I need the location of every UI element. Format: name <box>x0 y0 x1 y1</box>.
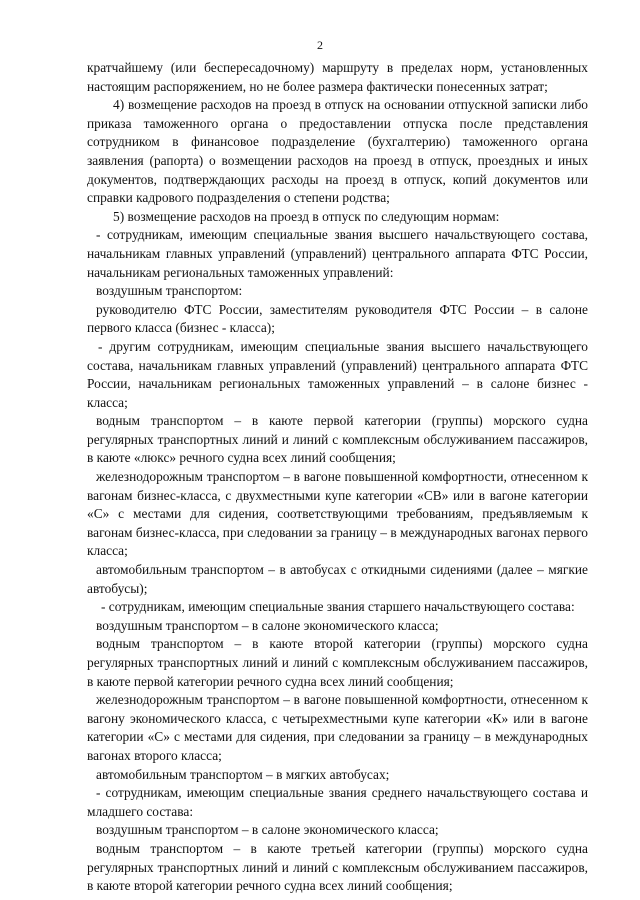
paragraph-senior-staff: - сотрудникам, имеющим специальные звания старшего начальствующего состава: <box>101 599 575 615</box>
page-number: 2 <box>317 38 323 52</box>
paragraph-air-transport-2: воздушным транспортом – в салоне экономического класса; <box>96 617 439 633</box>
paragraph-road-transport-1: автомобильным транспортом – в автобусах с откидными сидениями (далее – мягкие автобусы); <box>87 562 588 596</box>
paragraph-fts-leadership-air: руководителю ФТС России, заместителям руководителя ФТС России – в салоне первого класса (бизнес - класса); <box>87 301 588 336</box>
paragraph-rail-transport-2: железнодорожным транспортом – в вагоне повышенной комфортности, отнесенном к вагону экономического класса, с четырехместными купе категории «К» или в вагоне категории «С» с местами для сидения, при следовании за границу – в международных вагонах второго класса; <box>87 692 588 763</box>
paragraph-air-transport-heading: воздушным транспортом: <box>96 283 243 299</box>
paragraph-water-transport-1: водным транспортом – в каюте первой категории (группы) морского судна регулярных транспортных линий и линий с комплексным обслуживанием пассажиров, в каюте «люкс» речного судна всех линий сообщения; <box>87 413 588 466</box>
paragraph-item-5: 5) возмещение расходов на проезд в отпуск по следующим нормам: <box>113 208 500 224</box>
paragraph-continuation: кратчайшему (или беспересадочному) маршруту в пределах норм, установленных настоящим распоряжением, но не более размера фактически понесенных затрат; <box>87 60 588 94</box>
document-body <box>87 59 588 896</box>
paragraph-item-4: 4) возмещение расходов на проезд в отпуск на основании отпускной записки либо приказа таможенного органа о предоставлении отпуска после представления сотрудником в финансовое подразделение (бухгалтерию) таможенного органа заявления (рапорта) о возмещении расходов на проезд в отпуск, проездных и иных документов, подтверждающих расходы на проезд в отпуск, копий документов или справки кадрового подразделения о степени родства; <box>87 97 588 206</box>
paragraph-other-senior-staff: - другим сотрудникам, имеющим специальные звания высшего начальствующего состава, начальникам главных управлений (управлений) центрального аппарата ФТС России, начальникам региональных таможенных управлений – в салоне бизнес - класса; <box>87 338 588 410</box>
paragraph-senior-command-staff: - сотрудникам, имеющим специальные звания высшего начальствующего состава, начальникам главных управлений (управлений) центрального аппарата ФТС России, начальникам региональных таможенных управлений: <box>87 227 588 280</box>
paragraph-road-transport-2: автомобильным транспортом – в мягких автобусах; <box>96 766 390 782</box>
paragraph-rail-transport-1: железнодорожным транспортом – в вагоне повышенной комфортности, отнесенном к вагонам бизнес-класса, с двухместными купе категории «СВ» или в вагоне категории «С» с местами для сидения, соответствующими требованиям, предъявляемым к вагонам бизнес-класса, при следовании за границу – в международных вагонах первого класса; <box>87 469 588 559</box>
paragraph-water-transport-3: водным транспортом – в каюте третьей категории (группы) морского судна регулярных транспортных линий и линий с комплексным обслуживанием пассажиров, в каюте второй категории речного судна всех линий сообщения; <box>87 840 588 894</box>
paragraph-air-transport-3: воздушным транспортом – в салоне экономического класса; <box>96 822 439 838</box>
paragraph-middle-junior-staff: - сотрудникам, имеющим специальные звания среднего начальствующего состава и младшего состава: <box>87 785 588 819</box>
paragraph-water-transport-2: водным транспортом – в каюте второй категории (группы) морского судна регулярных транспортных линий и линий с комплексным обслуживанием пассажиров, в каюте первой категории речного судна всех линий сообщения; <box>87 636 588 689</box>
